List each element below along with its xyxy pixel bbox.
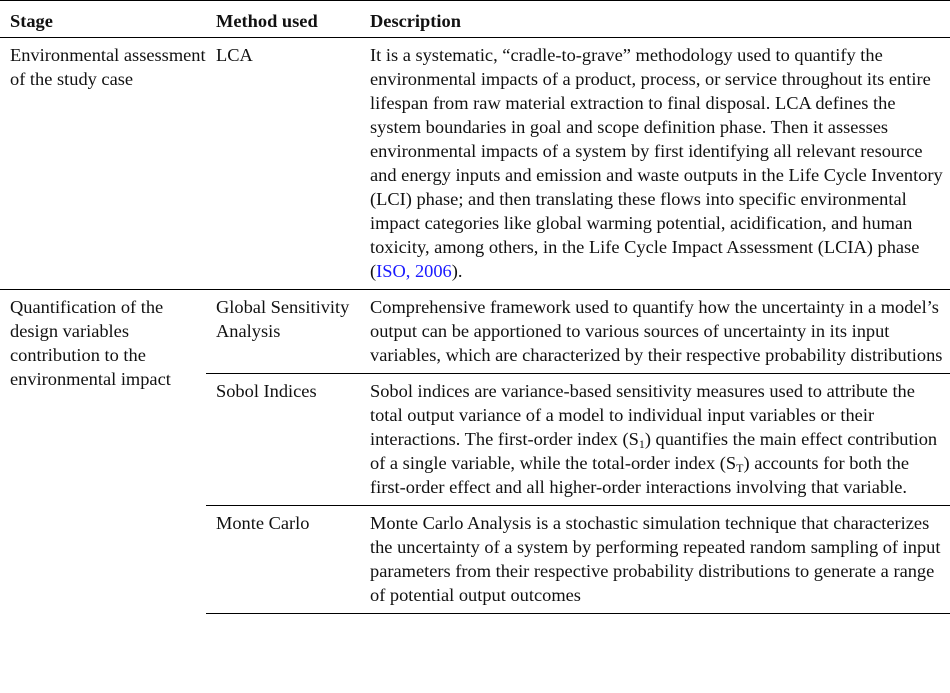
description-text-end: ) accounts for both the first-order effect and all higher-order interactions involving that variable.: [370, 453, 909, 497]
subscript-first-order: 1: [638, 437, 645, 451]
method-cell: Monte Carlo: [206, 506, 360, 614]
method-cell: Global Sensitivity Analysis: [206, 290, 360, 374]
stage-cell: Environmental assessment of the study case: [0, 38, 206, 290]
description-text-end: ).: [451, 261, 463, 281]
table-header: [0, 1, 950, 38]
header-row: [0, 1, 950, 38]
header-description: Description: [360, 1, 950, 38]
table-row-lca: [0, 38, 950, 290]
description-cell: [360, 374, 950, 506]
description-text-mid: ) quantifies the main effect contribution of a single variable, while the total-order index (S: [370, 429, 938, 473]
description-cell: Monte Carlo Analysis is a stochastic simulation technique that characterizes the uncertainty of a system by performing repeated random sampling of input parameters from their respective probability distributions to generate a range of potential output outcomes: [360, 506, 950, 614]
description-cell: [360, 38, 950, 290]
citation-link[interactable]: ISO, 2006: [376, 261, 452, 281]
table-row-gsa: [0, 290, 950, 374]
table-body: [0, 38, 950, 614]
header-stage: Stage: [0, 1, 206, 38]
method-cell: LCA: [206, 38, 360, 290]
stage-cell: Quantification of the design variables contribution to the environmental impact: [10, 297, 171, 389]
header-method: Method used: [206, 1, 360, 38]
subscript-total-order: T: [736, 461, 744, 475]
description-text: Sobol indices are variance-based sensitivity measures used to attribute the total output variance of a model to individual input variables or their interactions. The first-order index (S: [370, 381, 915, 449]
method-cell: Sobol Indices: [206, 374, 360, 506]
description-text: It is a systematic, “cradle-to-grave” methodology used to quantify the environmental impacts of a product, process, or service throughout its entire lifespan from raw material extraction to final disposal. LCA defines the system boundaries in goal and scope definition phase. Then it assesses environmental impacts of a system by first identifying all relevant resource and energy inputs and emission and waste outputs in the Life Cycle Inventory (LCI) phase; and then translating these flows into specific environmental impact categories like global warming potential, acidification, and human toxicity, among others, in the Life Cycle Impact Assessment (LCIA) phase (: [370, 45, 943, 281]
description-cell: Comprehensive framework used to quantify how the uncertainty in a model’s output can be apportioned to various sources of uncertainty in its input variables, which are characterized by their respective probability distributions: [360, 290, 950, 374]
